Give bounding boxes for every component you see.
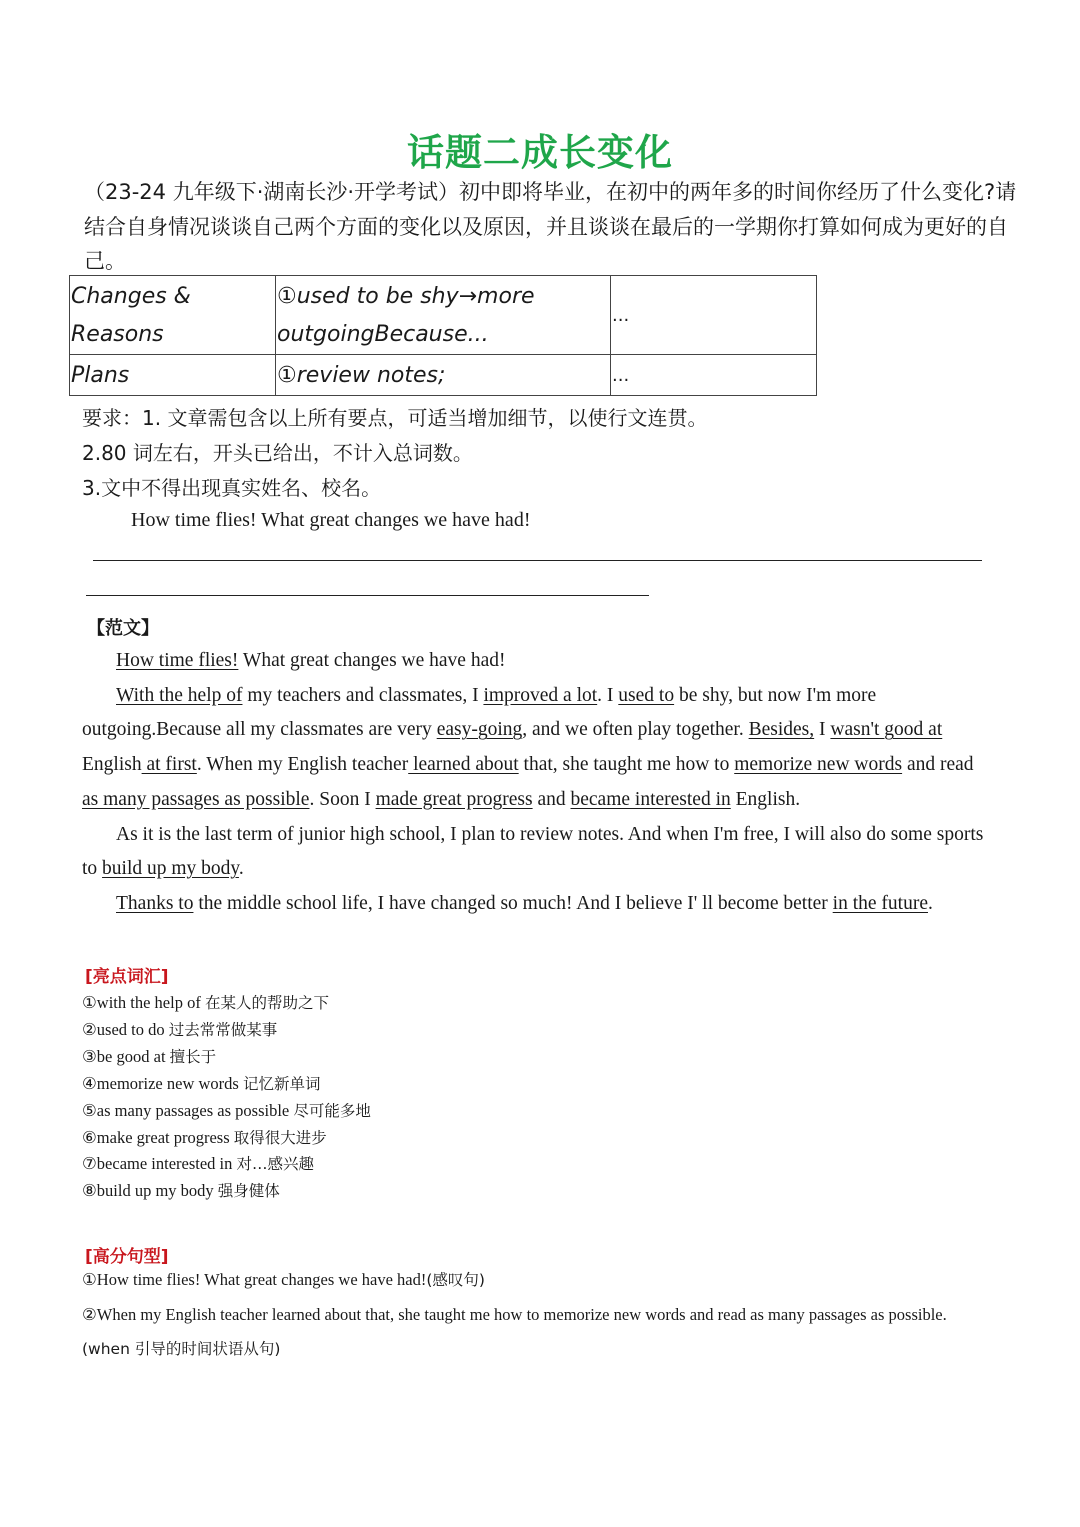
essay-opening: How time flies! What great changes we have had! [131,509,531,531]
answer-line [86,595,649,596]
sentence-list [82,1263,982,1367]
essay-paragraph: How time flies! What great changes we have had! [116,650,506,671]
requirement-2: 2.80 词左右，开头已给出，不计入总词数。 [82,441,473,465]
list-item: ⑥make great progress 取得很大进步 [82,1127,327,1147]
list-item: ⑧build up my body 强身健体 [82,1181,280,1201]
table-cell-plans-content: ①review notes; [276,355,611,396]
page-title: 话题二成长变化 [407,131,673,174]
table-row [70,355,817,396]
list-item: ④memorize new words 记忆新单词 [82,1073,321,1093]
sample-heading: 【范文】 [87,618,159,639]
table-cell-changes-content: ①used to be shy→more outgoingBecause... [276,276,611,355]
writing-prompt: （23-24 九年级下·湖南长沙·开学考试）初中即将毕业，在初中的两年多的时间你经历了什么变化?请结合自身情况谈谈自己两个方面的变化以及原因，并且谈谈在最后的一学期你打算如何成为更好的自己。 [84,180,1017,273]
essay-paragraph: Thanks to the middle school life, I have changed so much! And I believe I' ll become better in the future. [116,892,933,914]
essay-paragraph: With the help of my teachers and classmates, I improved a lot. I used to be shy, but now I'm more outgoing.Because all my classmates are very easy-going, and we often play together. Besides, I wasn't good at English at first. When my English teacher learned about that, she taught me how to memorize new words and read as many passages as possible. Soon I made great progress and became interested in English. [82,684,974,810]
requirement-1: 要求：1. 文章需包含以上所有要点，可适当增加细节，以使行文连贯。 [82,406,708,430]
list-item: ⑦became interested in 对…感兴趣 [82,1154,315,1174]
vocab-list [82,990,371,1205]
list-item: ①with the help of 在某人的帮助之下 [82,993,329,1012]
vocab-heading: [亮点词汇] [85,967,169,987]
table-cell-changes-label: Changes & Reasons [70,276,276,355]
table-cell-plans-extra: ... [611,355,817,396]
table-row [70,276,817,355]
sentence-heading: [高分句型] [85,1247,169,1267]
table-cell-plans-label: Plans [70,355,276,396]
table-cell-changes-extra: ... [611,276,817,355]
sample-essay [82,644,992,922]
list-item: ⑤as many passages as possible 尽可能多地 [82,1100,371,1120]
requirement-3: 3.文中不得出现真实姓名、校名。 [82,476,382,500]
outline-table [69,275,817,396]
list-item: ②When my English teacher learned about that, she taught me how to memorize new words and read as many passages as possible.(when 引导的时间状语从句) [82,1304,947,1358]
list-item: ①How time flies! What great changes we have had!(感叹句) [82,1270,485,1289]
essay-paragraph: As it is the last term of junior high school, I plan to review notes. And when I'm free, I will also do some sports to build up my body. [82,823,984,880]
list-item: ③be good at 擅长于 [82,1046,217,1066]
list-item: ②used to do 过去常常做某事 [82,1019,278,1039]
answer-line [93,560,982,561]
